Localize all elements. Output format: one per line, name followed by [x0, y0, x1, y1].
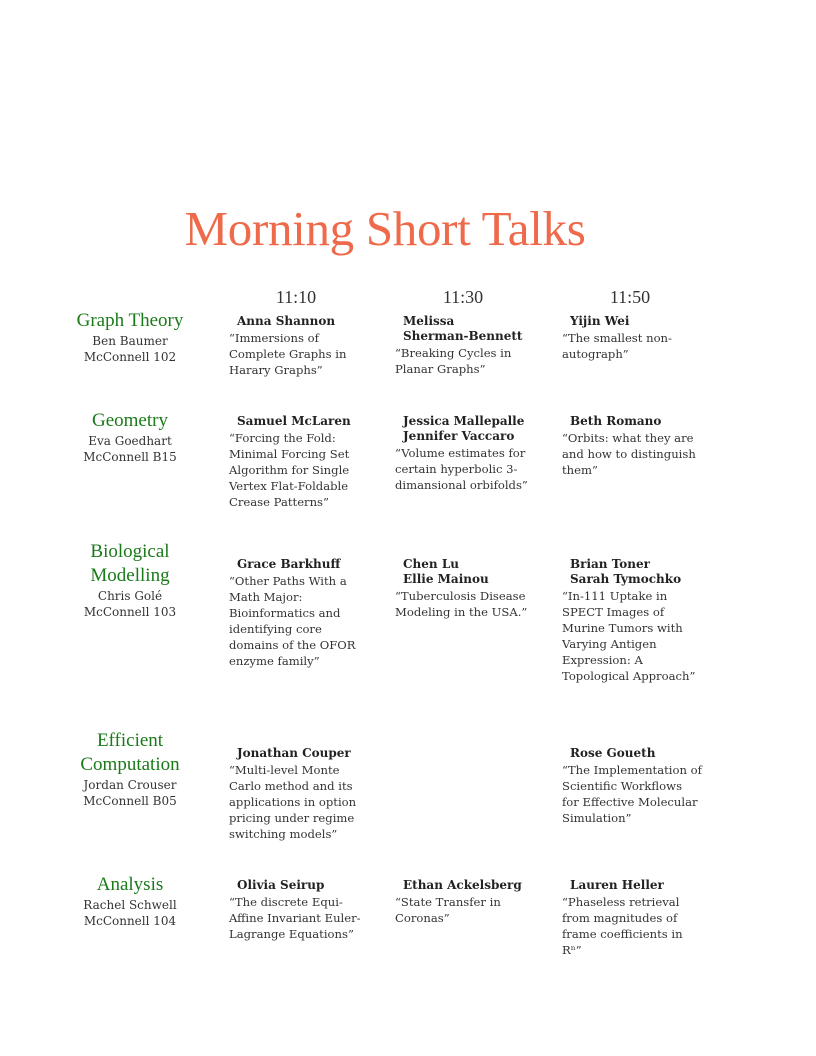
talk-title: “Orbits: what they are and how to distinguish them” [562, 431, 696, 477]
talk-cell [229, 746, 369, 842]
talk-speaker: Olivia Seirup [237, 878, 325, 892]
talk-title: “Other Paths With a Math Major: Bioinformatics and identifying core domains of the OFOR enzyme family” [229, 574, 356, 668]
talk-speaker: Jonathan Couper [237, 746, 351, 760]
session-chair: Eva Goedhart [88, 434, 172, 448]
talk-speaker: Jessica Mallepalle Jennifer Vaccaro [403, 414, 525, 443]
talk-speaker: Rose Goueth [570, 746, 656, 760]
session-biological-modelling [60, 540, 200, 620]
talk-speaker: Beth Romano [570, 414, 662, 428]
session-name: Graph Theory [76, 310, 184, 331]
session-efficient-computation [60, 729, 200, 809]
session-chair: Rachel Schwell [83, 898, 177, 912]
talk-cell [562, 314, 690, 362]
time-slot-2: 11:30 [442, 287, 484, 307]
talk-cell [562, 746, 702, 826]
talk-title: “Phaseless retrieval from magnitudes of frame coefficients in Rⁿ” [562, 895, 683, 957]
talk-speaker: Melissa Sherman-Bennett [403, 314, 523, 343]
talk-title: “The discrete Equi-Affine Invariant Euler-Lagrange Equations” [229, 895, 361, 941]
talk-title: “Immersions of Complete Graphs in Harary Graphs” [229, 331, 347, 377]
page-title: Morning Short Talks [184, 201, 586, 256]
talk-speaker: Chen Lu Ellie Mainou [403, 557, 489, 586]
talk-speaker: Samuel McLaren [237, 414, 351, 428]
session-chair: Chris Golé [97, 589, 163, 603]
talk-cell [395, 557, 535, 620]
session-name: Geometry [92, 410, 168, 431]
talk-title: “State Transfer in Coronas” [395, 895, 501, 925]
session-analysis [60, 873, 200, 929]
talk-cell [562, 414, 702, 478]
talk-speaker: Brian Toner Sarah Tymochko [570, 557, 682, 586]
talk-speaker: Grace Barkhuff [237, 557, 341, 571]
talk-title: “Multi-level Monte Carlo method and its applications in option pricing under regime switching models” [229, 763, 357, 841]
talk-title: “In-111 Uptake in SPECT Images of Murine Tumors with Varying Antigen Expression: A Topological Approach” [562, 589, 696, 683]
talk-cell [562, 557, 702, 684]
session-chair: Ben Baumer [92, 334, 168, 348]
talk-speaker: Yijin Wei [570, 314, 630, 328]
session-room: McConnell B15 [83, 450, 177, 464]
talk-cell [562, 878, 694, 958]
talk-title: “Volume estimates for certain hyperbolic 3-dimansional orbifolds” [395, 446, 528, 492]
time-slot-1: 11:10 [275, 287, 317, 307]
session-name: Biological Modelling [90, 541, 170, 586]
session-graph-theory [60, 309, 200, 365]
talk-title: “The Implementation of Scientific Workflows for Effective Molecular Simulation” [562, 763, 702, 825]
session-name: Efficient Computation [80, 730, 180, 775]
session-chair: Jordan Crouser [83, 778, 177, 792]
talk-cell [229, 557, 369, 669]
session-room: McConnell 104 [83, 914, 177, 928]
session-room: McConnell B05 [83, 794, 177, 808]
talk-speaker: Lauren Heller [570, 878, 664, 892]
talk-cell [229, 414, 369, 510]
time-slot-3: 11:50 [609, 287, 651, 307]
talk-cell [395, 314, 535, 377]
talk-cell [395, 414, 535, 493]
talk-speaker: Ethan Ackelsberg [403, 878, 522, 892]
talk-title: “Breaking Cycles in Planar Graphs” [395, 346, 512, 376]
talk-title: “Tuberculosis Disease Modeling in the USA.” [395, 589, 528, 619]
session-geometry [60, 409, 200, 465]
talk-speaker: Anna Shannon [237, 314, 336, 328]
talk-cell [229, 314, 369, 378]
talk-cell [229, 878, 369, 942]
talk-cell [395, 878, 535, 926]
talk-cell-empty [395, 746, 535, 747]
talk-title: “Forcing the Fold: Minimal Forcing Set Algorithm for Single Vertex Flat-Foldable Crease Patterns” [229, 431, 350, 509]
session-room: McConnell 102 [83, 350, 177, 364]
talk-title: “The smallest non-autograph” [562, 331, 672, 361]
session-room: McConnell 103 [83, 605, 177, 619]
session-name: Analysis [96, 874, 164, 895]
